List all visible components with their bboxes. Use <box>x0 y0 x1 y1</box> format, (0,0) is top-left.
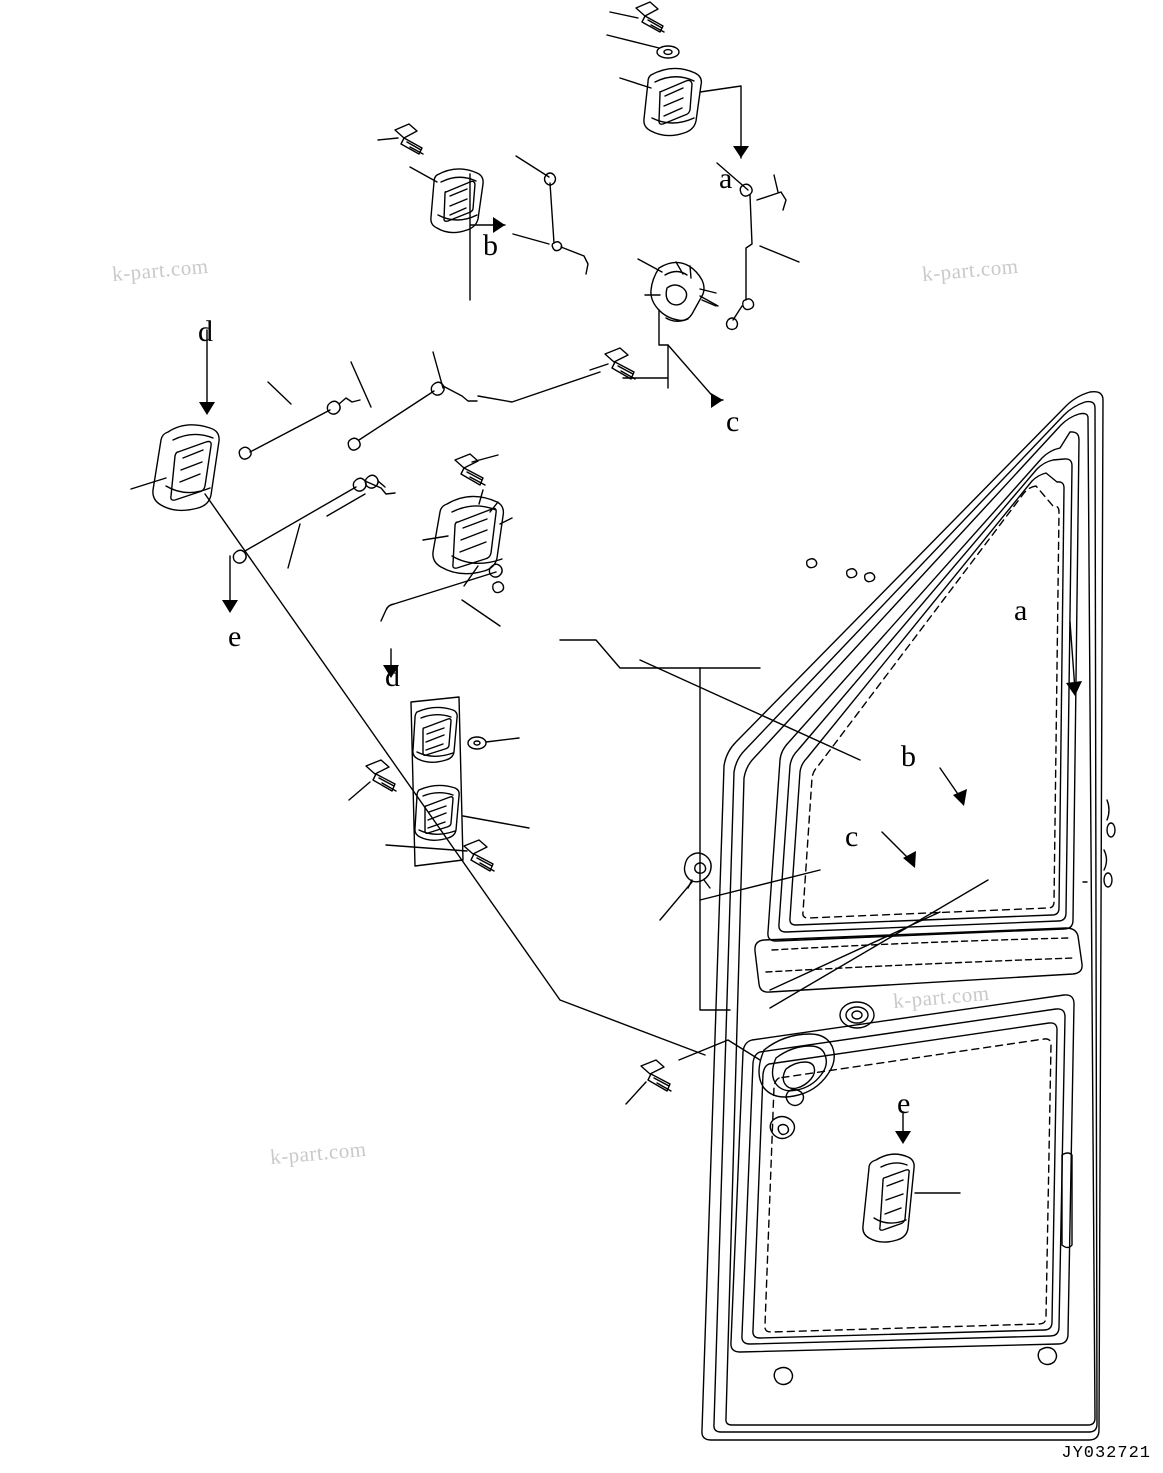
callout-b-door: b <box>901 740 916 773</box>
leader-c-arrow <box>668 345 723 400</box>
leader-bolt-b <box>378 138 398 140</box>
arrowhead-c <box>711 393 723 408</box>
part-link-rod-1 <box>239 398 360 459</box>
leader-bolt-c <box>590 364 608 370</box>
leader-latch-a <box>620 78 651 88</box>
part-bolt-c <box>605 348 635 379</box>
leader-bolt-lower <box>626 1082 646 1104</box>
callout-a-exploded: a <box>719 162 733 195</box>
leader-bracket-ur-3 <box>774 175 778 192</box>
callout-d-lower: d <box>385 660 400 693</box>
part-link-rod-2 <box>348 382 477 450</box>
leader-long-mid <box>640 660 860 900</box>
arrowhead-a <box>733 146 749 158</box>
leader-nut-1 <box>378 481 385 487</box>
arrowhead-e <box>222 600 238 613</box>
arrowhead-e-door <box>895 1131 911 1144</box>
part-bolt-top <box>636 2 664 32</box>
arrowhead-c-door <box>903 851 916 868</box>
leader-link-6 <box>327 494 365 516</box>
leader-link-5 <box>288 524 300 568</box>
callout-e-exploded: e <box>228 620 242 653</box>
leader-long-zig <box>560 640 730 1010</box>
part-bolt-plate-2 <box>464 840 494 871</box>
leader-link-2 <box>351 362 371 407</box>
callout-b-exploded: b <box>483 229 498 262</box>
watermark: k-part.com <box>111 253 210 287</box>
leader-handle-d <box>131 478 166 489</box>
watermark: k-part.com <box>921 253 1020 287</box>
part-striker <box>685 853 712 888</box>
callout-c-door: c <box>845 820 859 853</box>
leader-washer-plate <box>486 738 519 742</box>
drawing-part-number: JY032721 <box>1061 1444 1151 1463</box>
leader-rod-upper-2 <box>513 234 549 244</box>
leader-bolt-plate-1 <box>349 782 370 800</box>
callout-d-upper: d <box>198 315 213 348</box>
watermark: k-part.com <box>269 1136 368 1170</box>
part-inner-handle-door <box>863 1154 914 1242</box>
part-link-rod-3 <box>233 478 395 563</box>
part-washer-plate <box>468 737 486 749</box>
leader-mech-c-1 <box>638 259 662 272</box>
leader-bolt-top <box>610 12 638 18</box>
part-bracket-upper-right <box>727 184 787 329</box>
leader-link-1 <box>268 382 291 404</box>
callout-c-exploded: c <box>726 405 740 438</box>
part-handle-d <box>153 425 219 511</box>
leader-bracket-ur-2 <box>760 246 799 262</box>
leader-plate <box>463 816 529 828</box>
leader-link-4 <box>478 372 600 402</box>
leader-rod-upper-1 <box>516 156 549 177</box>
part-bolt-lower <box>641 1060 671 1091</box>
leader-a-door-line <box>1070 622 1075 690</box>
leader-latch-b <box>410 167 437 182</box>
leader-long-e <box>205 494 705 1055</box>
part-bolt-center <box>455 454 485 485</box>
part-latch-case-b <box>431 169 483 233</box>
leader-latch-center-3 <box>464 566 478 586</box>
part-bolt-plate-1 <box>366 760 396 791</box>
part-bolt-b <box>395 124 423 154</box>
part-handle-plate <box>411 697 463 866</box>
callout-e-door: e <box>897 1087 911 1120</box>
part-latch-body-center <box>433 490 504 574</box>
part-curved-rod <box>381 564 504 621</box>
arrowhead-b-door <box>953 789 967 806</box>
leader-washer-top <box>607 35 659 48</box>
callout-a-door: a <box>1014 594 1028 627</box>
watermark: k-part.com <box>892 980 991 1014</box>
part-rod-upper-left <box>545 173 589 274</box>
part-door-assembly <box>702 392 1115 1440</box>
part-washer-top <box>657 46 679 58</box>
part-latch-case-a <box>644 68 702 135</box>
arrowhead-d-upper <box>199 402 215 415</box>
leader-curved-rod <box>462 600 500 626</box>
leader-striker <box>660 882 692 920</box>
